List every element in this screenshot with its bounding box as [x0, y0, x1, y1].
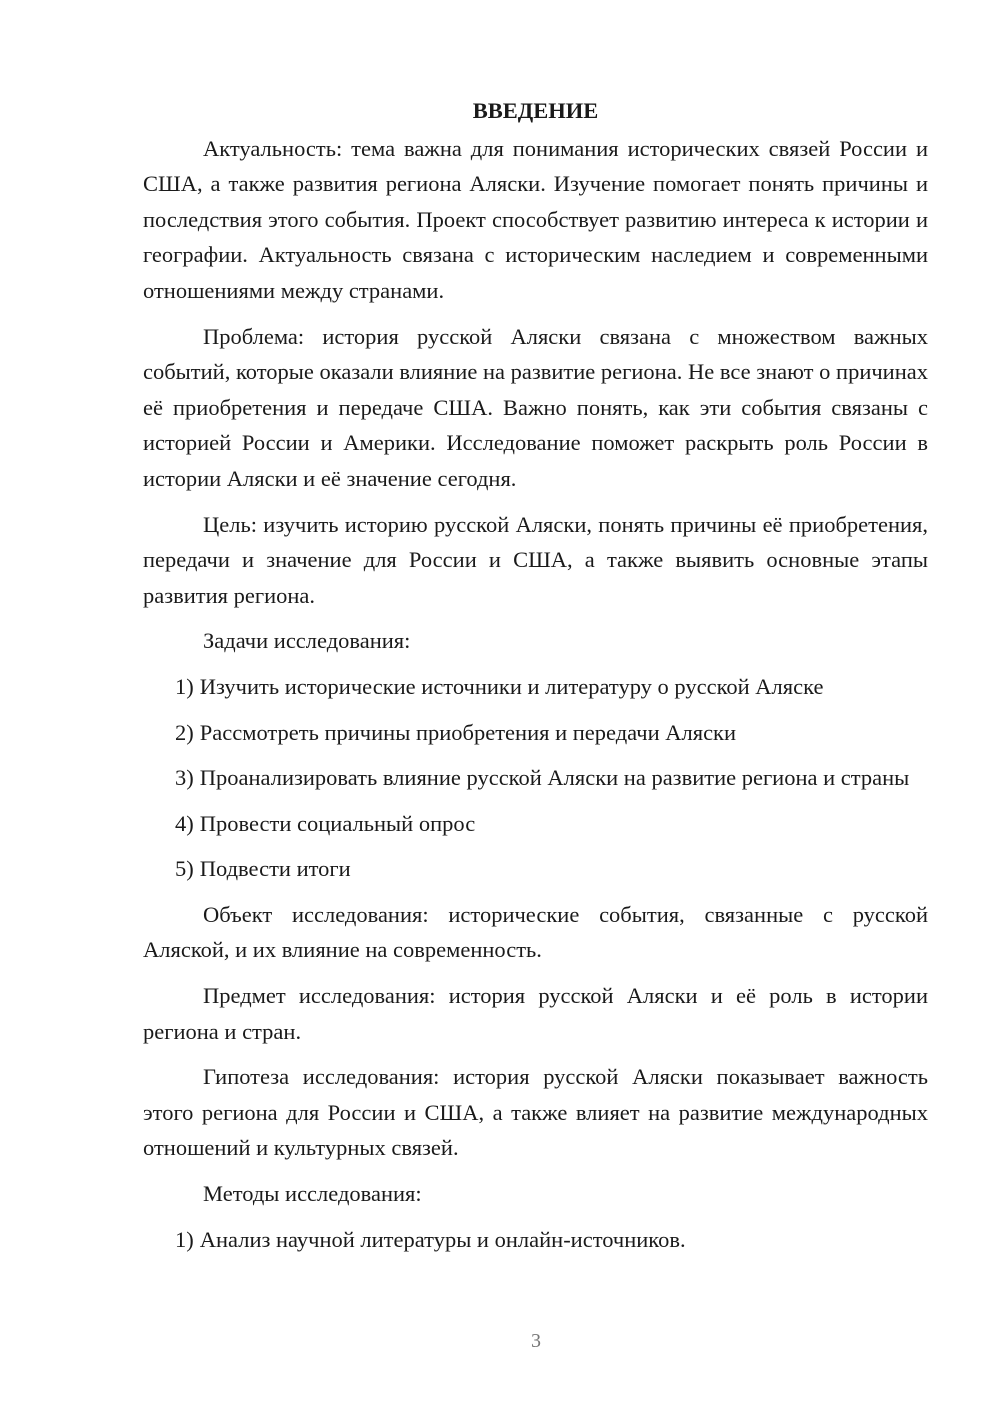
task-item	[143, 669, 928, 705]
object-paragraph: Объект исследования: исторические события, связанные с русской Аляской, и их влияние на современность.	[143, 901, 928, 963]
page-number: 3	[531, 1330, 541, 1352]
method-text: Анализ научной литературы и онлайн-источников.	[199, 1226, 686, 1252]
page-title: ВВЕДЕНИЕ	[472, 98, 599, 123]
hypothesis-paragraph: Гипотеза исследования: история русской Аляски показывает важность этого региона для России и США, а также влияет на развитие международных отношений и культурных связей.	[143, 1064, 928, 1161]
subject-paragraph: Предмет исследования: история русской Аляски и её роль в истории региона и стран.	[143, 983, 928, 1044]
task-item	[143, 851, 928, 887]
goal-paragraph: Цель: изучить историю русской Аляски, понять причины её приобретения, передачи и значение для России и США, а также выявить основные этапы развития региона.	[143, 511, 928, 608]
problem-paragraph: Проблема: история русской Аляски связана с множеством важных событий, которые оказали влияние на развитие региона. Не все знают о причинах её приобретения и передаче США. Важно понять, как эти события связаны с историей России и Америки. Исследование поможет раскрыть роль России в истории Аляски и её значение сегодня.	[143, 323, 928, 491]
task-text: Провести социальный опрос	[199, 810, 476, 836]
tasks-heading: Задачи исследования:	[203, 628, 411, 654]
task-item	[143, 760, 928, 796]
methods-heading: Методы исследования:	[203, 1181, 422, 1207]
task-text: Подвести итоги	[199, 856, 351, 882]
task-number: 1)	[175, 673, 194, 699]
method-number: 1)	[175, 1226, 194, 1252]
relevance-paragraph: Актуальность: тема важна для понимания исторических связей России и США, а также развития региона Аляски. Изучение помогает понять причины и последствия этого события. Проект способствует развитию интереса к истории и географии. Актуальность связана с историческим наследием и современными отношениями между странами.	[143, 135, 928, 303]
task-number: 2)	[175, 719, 194, 745]
task-number: 3)	[175, 765, 194, 791]
task-text: Проанализировать влияние русской Аляски на развитие региона и страны	[199, 765, 910, 791]
task-number: 5)	[175, 856, 194, 882]
task-text: Рассмотреть причины приобретения и передачи Аляски	[199, 719, 737, 745]
task-item	[143, 715, 928, 751]
task-item	[143, 806, 928, 842]
method-item	[143, 1222, 928, 1258]
page-body	[143, 93, 928, 1267]
task-text: Изучить исторические источники и литературу о русской Аляске	[199, 673, 824, 699]
task-number: 4)	[175, 810, 194, 836]
